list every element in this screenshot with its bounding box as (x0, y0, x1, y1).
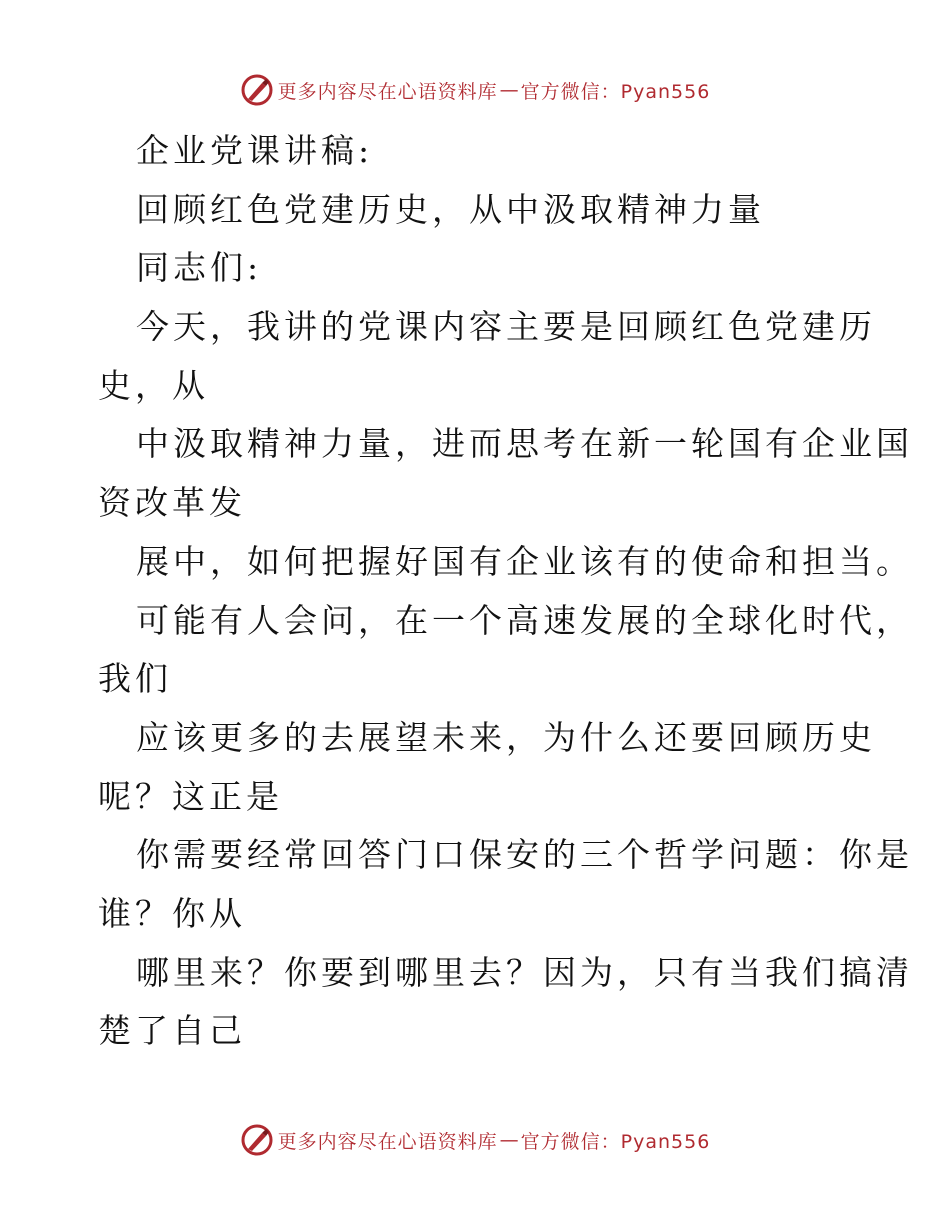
document-body (98, 122, 913, 1061)
doc-line: 呢？这正是 (98, 776, 283, 816)
header-banner-dash: — (499, 79, 519, 101)
footer-banner-text: 更多内容尽在心语资料库 (277, 1130, 498, 1153)
doc-line: 应该更多的去展望未来，为什么还要回顾历史 (136, 717, 876, 757)
footer-banner-dash: — (499, 1129, 519, 1151)
doc-line: 哪里来？你要到哪里去？因为，只有当我们搞清 (136, 952, 913, 992)
header-banner-text: 更多内容尽在心语资料库 (277, 80, 498, 103)
doc-line: 谁？你从 (98, 893, 246, 933)
header-banner-wechat: 官方微信：Pyan556 (520, 80, 711, 103)
doc-line: 企业党课讲稿: (136, 131, 374, 170)
pen-logo-icon (240, 73, 274, 107)
pen-logo-icon (240, 1123, 274, 1157)
doc-line: 你需要经常回答门口保安的三个哲学问题：你是 (136, 835, 913, 875)
doc-line: 可能有人会问，在一个高速发展的全球化时代， (136, 600, 913, 640)
doc-line: 同志们: (136, 248, 263, 288)
doc-line: 今天，我讲的党课内容主要是回顾红色党建历 (136, 307, 876, 347)
doc-line: 资改革发 (98, 483, 246, 523)
doc-line: 中汲取精神力量，进而思考在新一轮国有企业国 (136, 424, 913, 464)
doc-line: 回顾红色党建历史，从中汲取精神力量 (136, 189, 765, 229)
doc-line: 楚了自己 (98, 1011, 246, 1051)
footer-banner (0, 1120, 950, 1160)
doc-line: 展中，如何把握好国有企业该有的使命和担当。 (136, 541, 913, 581)
doc-line: 史，从 (98, 365, 209, 405)
footer-banner-wechat: 官方微信：Pyan556 (520, 1130, 711, 1153)
header-banner (0, 70, 950, 110)
doc-line: 我们 (98, 659, 172, 699)
